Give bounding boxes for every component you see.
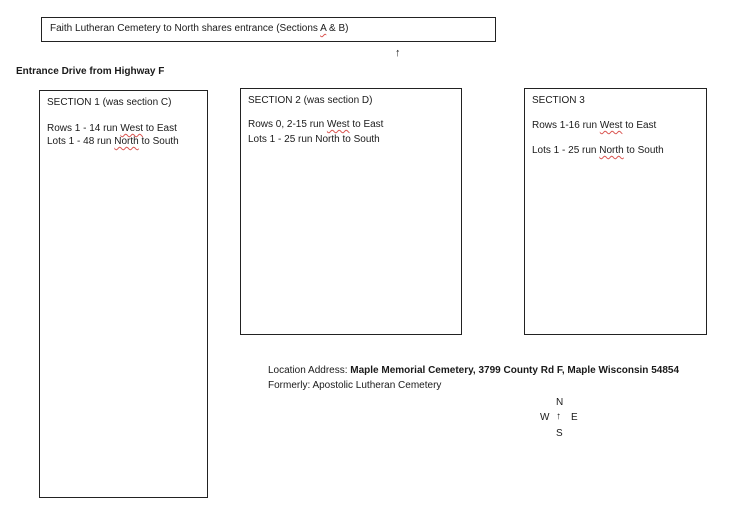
shared-entrance-text — [50, 23, 349, 34]
section-3-lots — [532, 145, 664, 156]
rows-direction: West — [599, 120, 623, 131]
section-1-box — [39, 90, 208, 498]
compass-arrow-icon: ↑ — [556, 411, 561, 422]
former-name: Formerly: Apostolic Lutheran Cemetery — [268, 380, 442, 391]
section-3-rows — [532, 120, 656, 131]
lots-text-end: to South — [623, 145, 664, 156]
section-1-lots — [47, 136, 179, 147]
compass-west: W — [540, 412, 550, 423]
address-value: Maple Memorial Cemetery, 3799 County Rd F, Maple Wisconsin 54854 — [350, 365, 680, 376]
entrance-drive-label: Entrance Drive from Highway F — [16, 66, 165, 77]
lots-direction: North — [599, 145, 624, 156]
north-arrow-icon: ↑ — [395, 47, 401, 59]
rows-direction: West — [120, 123, 143, 134]
section-3-box — [524, 88, 707, 335]
shared-entrance-text-end: & B) — [326, 23, 349, 34]
compass-east: E — [571, 412, 578, 423]
section-1-rows — [47, 123, 177, 134]
shared-entrance-box — [41, 17, 496, 42]
lots-text: Lots 1 - 25 run — [532, 145, 600, 156]
lots-text: Lots 1 - 48 run — [47, 136, 115, 147]
location-address — [268, 365, 679, 376]
section-1-title: SECTION 1 (was section C) — [47, 97, 172, 108]
rows-direction: West — [326, 119, 350, 130]
lots-direction: North — [114, 136, 139, 147]
rows-text: Rows 1-16 run — [532, 120, 600, 131]
section-2-title: SECTION 2 (was section D) — [248, 95, 373, 106]
rows-text-end: to East — [622, 120, 657, 131]
section-a-label: A — [320, 23, 327, 34]
rows-text: Rows 0, 2-15 run — [248, 119, 327, 130]
address-label: Location Address: — [268, 365, 351, 376]
section-2-box — [240, 88, 462, 335]
rows-text-end: to East — [349, 119, 384, 130]
section-2-rows — [248, 119, 383, 130]
compass-south: S — [556, 428, 563, 439]
rows-text-end: to East — [142, 123, 177, 134]
rows-text: Rows 1 - 14 run — [47, 123, 121, 134]
shared-entrance-text-part: Faith Lutheran Cemetery to North shares entrance (Sections — [50, 23, 321, 34]
lots-text-end: to South — [138, 136, 179, 147]
lots-text: Lots 1 - 25 run North to South — [248, 134, 380, 145]
section-2-lots — [248, 134, 380, 145]
compass-north: N — [556, 397, 564, 408]
section-3-title: SECTION 3 — [532, 95, 585, 106]
